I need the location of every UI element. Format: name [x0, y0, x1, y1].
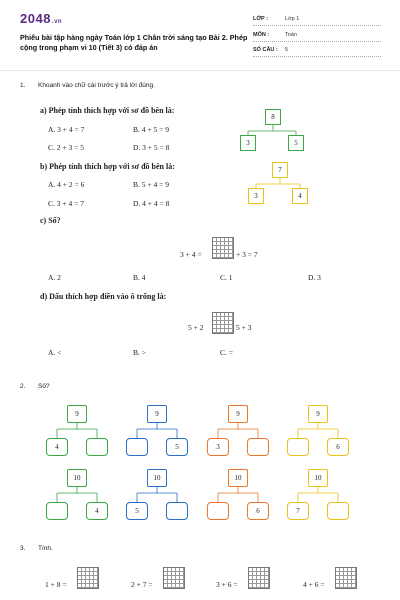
- sub-question-d: d) Dấu thích hợp điền vào ô trống là:: [40, 292, 167, 301]
- count-label: SỐ CÂU :: [253, 47, 278, 53]
- class-label: LỚP :: [253, 16, 268, 22]
- subject-value: Toán: [285, 32, 297, 38]
- count-value: 5: [285, 47, 289, 53]
- tree-top-box: 9: [67, 405, 87, 423]
- tree-left-box[interactable]: [126, 438, 148, 456]
- option-c[interactable]: C. 3 + 4 = 7: [48, 199, 84, 208]
- option-a[interactable]: A. <: [48, 348, 62, 357]
- option-b[interactable]: B. 4: [133, 273, 146, 282]
- tree-left-box[interactable]: [287, 438, 309, 456]
- tree-left-box: 5: [126, 502, 148, 520]
- exercise-expression: 2 + 7 =: [131, 580, 153, 589]
- site-logo: 2048.vn: [20, 11, 63, 26]
- option-a[interactable]: A. 4 + 2 = 6: [48, 180, 85, 189]
- tree-top-box: 9: [308, 405, 328, 423]
- option-b[interactable]: B. 4 + 5 = 9: [133, 125, 169, 134]
- answer-grid[interactable]: [212, 237, 234, 259]
- sub-question-a: a) Phép tính thích hợp với sơ đồ bên là:: [40, 106, 175, 115]
- answer-grid[interactable]: [163, 567, 185, 589]
- tree-left-box: 3: [240, 135, 256, 151]
- sub-question-b: b) Phép tính thích hợp với sơ đồ bên là:: [40, 162, 175, 171]
- tree-top-box: 8: [265, 109, 281, 125]
- sub-question-c: c) Số?: [40, 216, 61, 225]
- tree-right-box[interactable]: [86, 438, 108, 456]
- tree-right-box: 4: [292, 188, 308, 204]
- tree-top-box: 10: [67, 469, 87, 487]
- option-d[interactable]: D. 3: [308, 273, 321, 282]
- subject-label: MÔN :: [253, 32, 270, 38]
- exercise-expression: 3 + 6 =: [216, 580, 238, 589]
- question-number: 1.: [20, 82, 26, 89]
- tree-right-box: 5: [166, 438, 188, 456]
- tree-top-box: 10: [228, 469, 248, 487]
- tree-right-box: 5: [288, 135, 304, 151]
- question-number: 2.: [20, 383, 26, 390]
- tree-top-box: 10: [308, 469, 328, 487]
- option-d[interactable]: D. 4 + 4 = 8: [133, 199, 170, 208]
- question-text: Số?: [38, 383, 50, 390]
- answer-grid[interactable]: [77, 567, 99, 589]
- exercise-expression: 4 + 6 =: [303, 580, 325, 589]
- tree-right-box: 6: [247, 502, 269, 520]
- expression-left: 3 + 4 =: [180, 250, 202, 259]
- question-number: 3.: [20, 545, 26, 552]
- answer-grid[interactable]: [335, 567, 357, 589]
- expression-right: + 3 = 7: [236, 250, 258, 259]
- tree-right-box[interactable]: [247, 438, 269, 456]
- option-a[interactable]: A. 2: [48, 273, 61, 282]
- tree-right-box[interactable]: [327, 502, 349, 520]
- option-a[interactable]: A. 3 + 4 = 7: [48, 125, 85, 134]
- tree-left-box: 3: [248, 188, 264, 204]
- option-d[interactable]: D. 3 + 5 = 8: [133, 143, 170, 152]
- tree-left-box[interactable]: [207, 502, 229, 520]
- tree-top-box: 9: [228, 405, 248, 423]
- expression-right: 5 + 3: [236, 323, 252, 332]
- option-b[interactable]: B. >: [133, 348, 146, 357]
- tree-top-box: 7: [272, 162, 288, 178]
- tree-right-box: 6: [327, 438, 349, 456]
- tree-right-box[interactable]: [166, 502, 188, 520]
- worksheet-title: Phiếu bài tập hàng ngày Toán lớp 1 Chân trời sáng tạo Bài 2. Phép cộng trong phạm vi 10 (Tiết 3) có đáp án: [20, 33, 248, 52]
- tree-left-box: 4: [46, 438, 68, 456]
- option-c[interactable]: C. 1: [220, 273, 233, 282]
- answer-grid[interactable]: [212, 312, 234, 334]
- option-b[interactable]: B. 5 + 4 = 9: [133, 180, 169, 189]
- tree-left-box: 7: [287, 502, 309, 520]
- class-value: Lớp 1: [285, 16, 300, 22]
- option-c[interactable]: C. 2 + 3 = 5: [48, 143, 84, 152]
- exercise-expression: 1 + 8 =: [45, 580, 67, 589]
- question-text: Tính.: [38, 545, 53, 552]
- tree-right-box: 4: [86, 502, 108, 520]
- question-text: Khoanh vào chữ cái trước ý trả lời đúng.: [38, 82, 155, 89]
- tree-left-box[interactable]: [46, 502, 68, 520]
- tree-top-box: 9: [147, 405, 167, 423]
- option-c[interactable]: C. =: [220, 348, 233, 357]
- tree-left-box: 3: [207, 438, 229, 456]
- expression-left: 5 + 2: [188, 323, 204, 332]
- answer-grid[interactable]: [248, 567, 270, 589]
- tree-top-box: 10: [147, 469, 167, 487]
